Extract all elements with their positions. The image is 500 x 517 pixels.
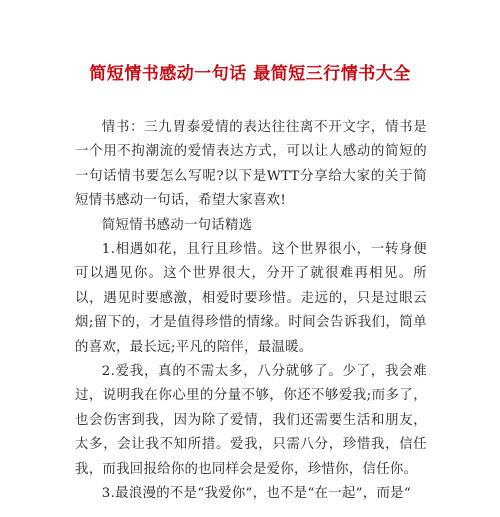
page-title: 简短情书感动一句话 最简短三行情书大全 bbox=[89, 64, 411, 84]
section-heading: 简短情书感动一句话精选 bbox=[101, 217, 253, 233]
intro-paragraph: 情书：三九胃泰爱情的表达往往离不开文字，情书是一个用不拘潮流的爱情表达方式，可以让人感动的简短的一句话情书要怎么写呢?以下是WTT分享给大家的关于简短情书感动一句话，希望大家喜欢! bbox=[75, 120, 427, 209]
article-body bbox=[75, 116, 427, 507]
paragraph-item-1: 1.相遇如花，且行且珍惜。这个世界很小，一转身便可以遇见你。这个世界很大，分开了就很难再相见。所以，遇见时要感激，相爱时要珍惜。走远的，只是过眼云烟;留下的，才是值得珍惜的情缘。时间会告诉我们，简单的喜欢，最长远;平凡的陪伴，最温暖。 bbox=[75, 242, 427, 355]
paragraph-item-3: 3.最浪漫的不是“我爱你”，也不是“在一起”，而是“ bbox=[101, 486, 412, 502]
paragraph-item-2: 2.爱我，真的不需太多，八分就够了。少了，我会难过，说明我在你心里的分量不够，你还不够爱我;而多了，也会伤害到我，因为除了爱情，我们还需要生活和朋友，太多，会让我不知所措。爱我，只需八分，珍惜我，信任我，而我回报给你的也同样会是爱你，珍惜你，信任你。 bbox=[75, 364, 427, 477]
